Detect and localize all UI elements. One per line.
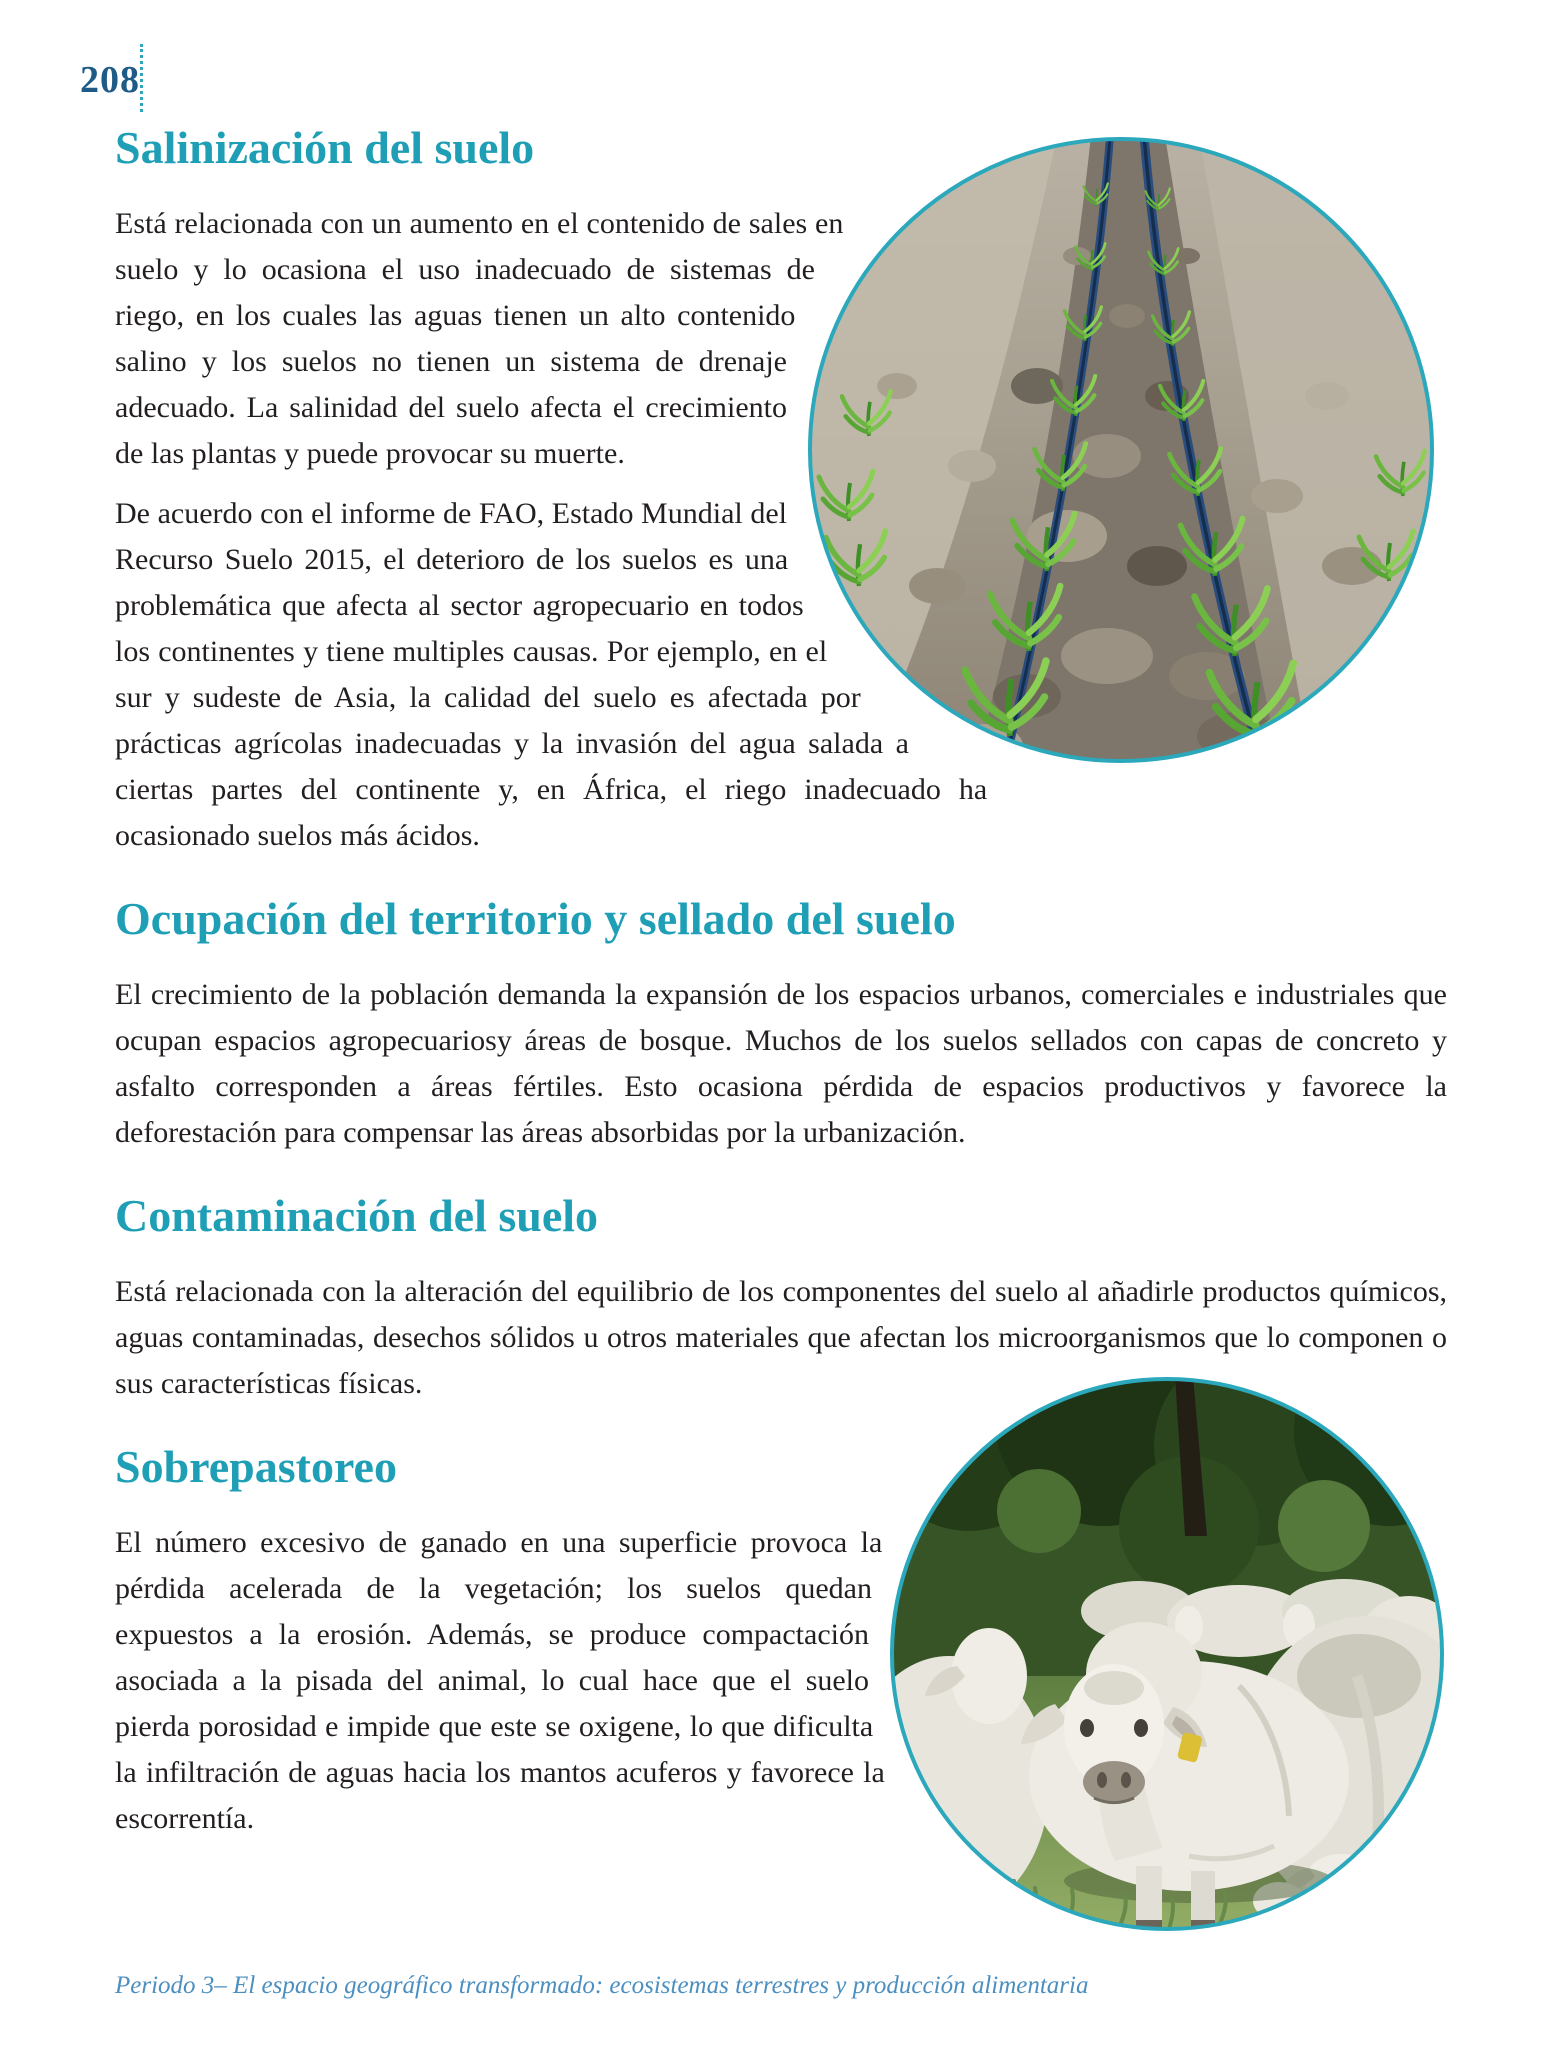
crops-photo: [787, 122, 1447, 772]
dotted-divider: [140, 44, 143, 112]
cattle-photo: [847, 1441, 1447, 1931]
section-sobrepastoreo: [115, 1441, 1447, 1842]
page-content: [115, 122, 1447, 1931]
paragraph-salinizacion-2: De acuerdo con el informe de FAO, Estado Mundial del Recurso Suelo 2015, el deterioro de los suelos es una problemática que afecta al sector agropecuario en todos los continentes y tiene multiples causas. Por ejemplo, en el sur y sudeste de Asia, la calidad del suelo es afectada por prácticas agrícolas inadecuadas y la invasión del agua salada a ciertas partes del continente y, en África, el riego inadecuado ha ocasionado suelos más ácidos.: [115, 496, 988, 852]
paragraph-salinizacion-1: Está relacionada con un aumento en el contenido de sales en suelo y lo ocasiona el uso inadecuado de sistemas de riego, en los cuales las aguas tienen un alto contenido salino y los suelos no tienen un sistema de drenaje adecuado. La salinidad del suelo afecta el crecimiento de las plantas y puede provocar su muerte.: [115, 206, 844, 470]
paragraph-ocupacion-1: El crecimiento de la población demanda la expansión de los espacios urbanos, comerciales e industriales que ocupan espacios agropecuariosy áreas de bosque. Muchos de los suelos sellados con capas de concreto y asfalto corresponden a áreas fértiles. Esto ocasiona pérdida de espacios productivos y favorece la deforestación para compensar las áreas absorbidas por la urbanización.: [115, 977, 1447, 1149]
section-heading-salinizacion: Salinización del suelo: [115, 122, 535, 173]
section-heading-ocupacion: Ocupación del territorio y sellado del suelo: [115, 892, 956, 944]
footer-text: Periodo 3– El espacio geográfico transformado: ecosistemas terrestres y producción alimentaria: [115, 1972, 1089, 1999]
section-heading-sobrepastoreo: Sobrepastoreo: [115, 1440, 397, 1492]
page-number: 208: [80, 59, 140, 101]
paragraph-contaminacion-1: Está relacionada con la alteración del equilibrio de los componentes del suelo al añadirle productos químicos, aguas contaminadas, desechos sólidos u otros materiales que afectan los microorganismos que lo componen o sus características físicas.: [115, 1274, 1447, 1400]
drip-irrigation-photo-illustration: [807, 136, 1435, 764]
section-heading-contaminacion: Contaminación del suelo: [115, 1189, 599, 1241]
section-salinizacion: [115, 122, 1447, 859]
paragraph-sobrepastoreo-1: El número excesivo de ganado en una superficie provoca la pérdida acelerada de la vegetación; los suelos quedan expuestos a la erosión. Además, se produce compactación asociada a la pisada del animal, lo cual hace que el suelo pierda porosidad e impide que este se oxigene, lo que dificulta la infiltración de aguas hacia los mantos acuferos y favorece la escorrentía.: [115, 1525, 885, 1835]
section-ocupacion: [115, 893, 1447, 1156]
cattle-herd-photo-illustration: [889, 1376, 1445, 1932]
section-contaminacion: [115, 1190, 1447, 1407]
